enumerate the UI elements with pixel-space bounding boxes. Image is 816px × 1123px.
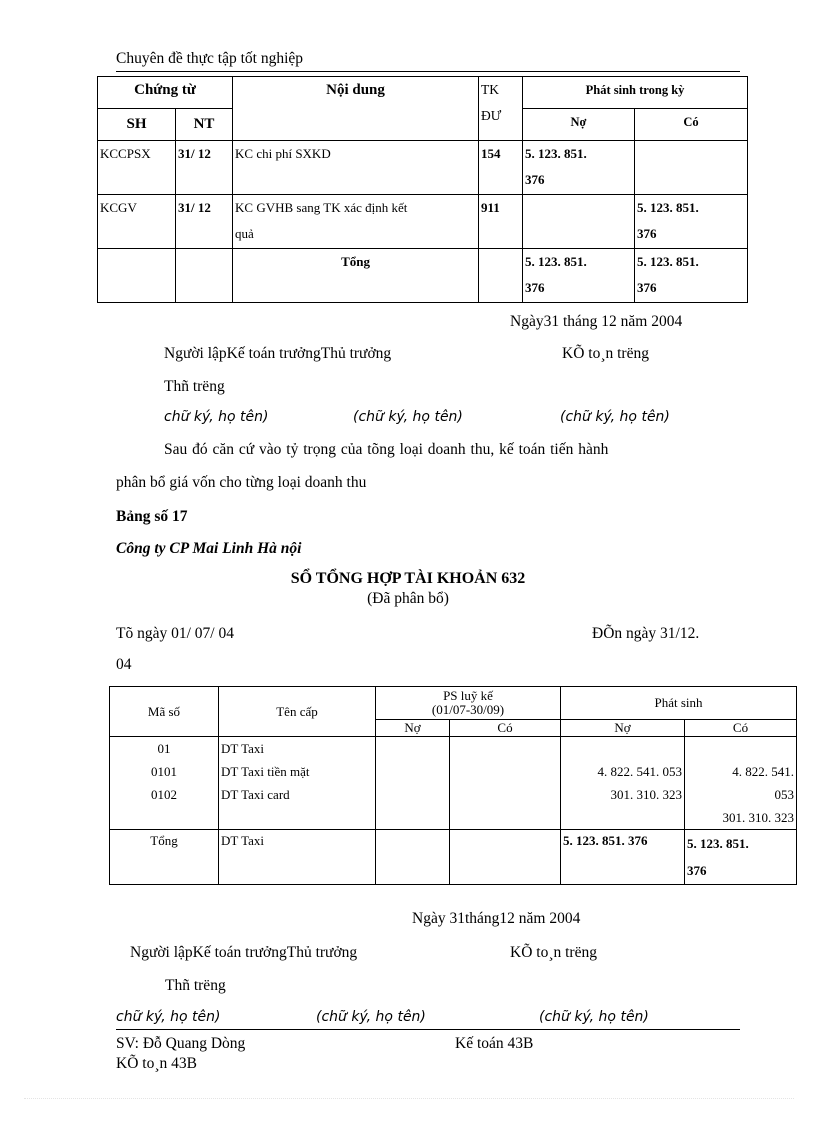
cell-sh: KCCPSX xyxy=(98,141,176,195)
cell-no-line1: 5. 123. 851. xyxy=(525,254,587,269)
total-co xyxy=(685,830,797,885)
no-01 xyxy=(563,737,682,760)
header-sh: SH xyxy=(98,109,176,141)
ledger-title: SỔ TỔNG HỢP TÀI KHOẢN 632 xyxy=(290,570,526,587)
total-ps-co xyxy=(450,830,561,885)
no-blank xyxy=(563,806,682,829)
table-row-total xyxy=(110,830,797,885)
ledger-subtitle: (Đã phân bổ) xyxy=(367,590,449,607)
cell-sh: KCGV xyxy=(98,195,176,249)
header-noi-dung: Nội dung xyxy=(233,77,479,141)
page-header-title: Chuyên đề thực tập tốt nghiệp xyxy=(116,50,304,67)
cell-no xyxy=(523,249,635,303)
date-line-2: Ngày 31tháng12 năm 2004 xyxy=(412,910,581,927)
signature-name-b-1: (chữ ký, họ tên) xyxy=(353,409,463,425)
from-date: Tõ ngày 01/ 07/ 04 xyxy=(116,625,234,642)
header-phat-sinh: Phát sinh trong kỳ xyxy=(523,77,748,109)
cell-no-line2: 376 xyxy=(525,280,545,295)
cell-co xyxy=(685,737,797,830)
cell-sh xyxy=(98,249,176,303)
header-tk-du xyxy=(479,77,523,141)
header-no: Nợ xyxy=(523,109,635,141)
no-0102: 301. 310. 323 xyxy=(610,787,682,802)
ten-cap-0102: DT Taxi card xyxy=(221,787,290,802)
co-blank: 301. 310. 323 xyxy=(722,810,795,825)
signature-roles-2: Người lậpKế toán trưởngThủ trưởng xyxy=(130,944,358,961)
header-ps-no: Nợ xyxy=(376,720,450,737)
cell-co-line1: 5. 123. 851. xyxy=(637,200,699,215)
header-ps-range: (01/07-30/09) xyxy=(431,702,505,717)
co-01 xyxy=(687,737,794,760)
cell-ma-so xyxy=(110,737,219,830)
cell-nt: 31/ 12 xyxy=(176,141,233,195)
ma-so-01: 01 xyxy=(157,741,171,756)
header-tk: TK xyxy=(481,82,500,97)
cell-no xyxy=(523,141,635,195)
total-no: 5. 123. 851. 376 xyxy=(561,830,685,885)
total-co-line2: 376 xyxy=(687,863,707,878)
cell-content: KC chi phí SXKD xyxy=(233,141,479,195)
page-edge xyxy=(24,1098,794,1099)
header-chung-tu: Chứng từ xyxy=(98,77,233,109)
cell-co xyxy=(635,141,748,195)
paragraph-line-1: Sau đó căn cứ vào tỷ trọng của tõng loại doanh thu, kế toán tiến hành xyxy=(164,441,609,458)
signature-thu-2: Thñ trëng xyxy=(165,977,226,994)
cell-content xyxy=(233,195,479,249)
signature-name-a-1: chữ ký, họ tên) xyxy=(164,409,269,425)
journal-table xyxy=(97,76,748,303)
cell-tk xyxy=(479,249,523,303)
table-number-label: Bảng số 17 xyxy=(116,508,188,525)
ten-cap-blank xyxy=(221,806,373,829)
co-0101: 4. 822. 541. xyxy=(732,764,795,779)
cell-no xyxy=(523,195,635,249)
ten-cap-01: DT Taxi xyxy=(221,741,265,756)
table-row-total xyxy=(98,249,748,303)
ma-so-0101: 0101 xyxy=(151,764,177,779)
ledger-table xyxy=(109,686,797,885)
total-label: Tổng xyxy=(110,830,219,885)
ma-so-blank xyxy=(112,806,216,829)
header-ps-co: Có xyxy=(450,720,561,737)
ledger-body xyxy=(110,737,797,830)
header-nt: NT xyxy=(176,109,233,141)
cell-tk: 154 xyxy=(479,141,523,195)
footer-student: SV: Đỗ Quang Dòng xyxy=(116,1035,246,1052)
table-row xyxy=(98,195,748,249)
cell-co xyxy=(635,195,748,249)
footer-rule xyxy=(116,1029,740,1030)
signature-name-c-2: (chữ ký, họ tên) xyxy=(539,1009,649,1025)
signature-roles-1: Người lậpKế toán trưởngThủ trưởng xyxy=(164,345,392,362)
date-line-1: Ngày31 tháng 12 năm 2004 xyxy=(510,313,683,330)
cell-content-line2: quả xyxy=(235,226,254,241)
cell-co-line2: 376 xyxy=(637,280,657,295)
ten-cap-0101: DT Taxi tiền mặt xyxy=(221,764,310,779)
signature-name-a-2: chữ ký, họ tên) xyxy=(116,1009,221,1025)
to-date: ĐÕn ngày 31/12. xyxy=(592,625,700,642)
header-co: Có xyxy=(685,720,797,737)
cell-co xyxy=(635,249,748,303)
header-du: ĐƯ xyxy=(481,108,502,123)
signature-name-c-1: (chữ ký, họ tên) xyxy=(560,409,670,425)
cell-nt: 31/ 12 xyxy=(176,195,233,249)
no-0101: 4. 822. 541. 053 xyxy=(597,764,682,779)
header-rule xyxy=(116,71,740,72)
cell-no xyxy=(561,737,685,830)
cell-content-line1: KC GVHB sang TK xác định kết xyxy=(235,200,408,215)
header-no: Nợ xyxy=(561,720,685,737)
cell-nt xyxy=(176,249,233,303)
to-date-year: 04 xyxy=(116,656,132,673)
cell-content: Tổng xyxy=(233,249,479,303)
company-name: Công ty CP Mai Linh Hà nội xyxy=(116,540,302,557)
cell-ps-co xyxy=(450,737,561,830)
cell-no-line1: 5. 123. 851. xyxy=(525,146,587,161)
cell-co-line1: 5. 123. 851. xyxy=(637,254,699,269)
total-ten: DT Taxi xyxy=(219,830,376,885)
footer-class: Kế toán 43B xyxy=(455,1035,534,1052)
signature-name-b-2: (chữ ký, họ tên) xyxy=(316,1009,426,1025)
total-co-line1: 5. 123. 851. xyxy=(687,836,749,851)
cell-ten-cap xyxy=(219,737,376,830)
header-phat-sinh: Phát sinh xyxy=(561,687,797,720)
header-ps-luy-ke-label: PS luỹ kế xyxy=(443,688,493,703)
cell-co-line2: 376 xyxy=(637,226,657,241)
cell-no-line2: 376 xyxy=(525,172,545,187)
header-ps-luy-ke xyxy=(376,687,561,720)
table-row xyxy=(98,141,748,195)
total-ps-no xyxy=(376,830,450,885)
signature-ketoan-1: KÕ to¸n trëng xyxy=(562,345,649,362)
paragraph-line-2: phân bổ giá vốn cho từng loại doanh thu xyxy=(116,474,367,491)
cell-ps-no xyxy=(376,737,450,830)
header-ten-cap: Tên cấp xyxy=(219,687,376,737)
footer-class-legacy: KÕ to¸n 43B xyxy=(116,1055,197,1072)
signature-thu-1: Thñ trëng xyxy=(164,378,225,395)
ma-so-0102: 0102 xyxy=(151,787,177,802)
header-co: Có xyxy=(635,109,748,141)
cell-tk: 911 xyxy=(479,195,523,249)
header-ma-so: Mã số xyxy=(110,687,219,737)
signature-ketoan-2: KÕ to¸n trëng xyxy=(510,944,597,961)
co-0102: 053 xyxy=(774,787,795,802)
